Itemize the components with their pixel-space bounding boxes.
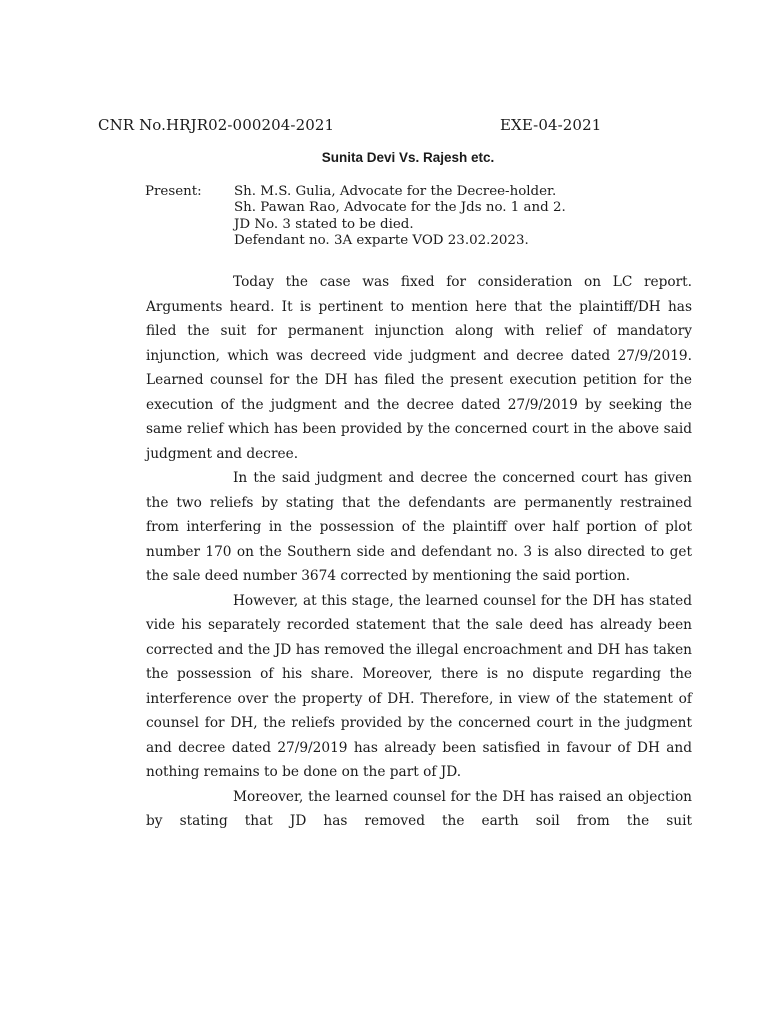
present-line: Sh. Pawan Rao, Advocate for the Jds no. 1 and 2. [234, 200, 566, 216]
present-list [234, 184, 704, 249]
cnr-number: CNR No.HRJR02-000204-2021 [98, 116, 335, 134]
present-line: Defendant no. 3A exparte VOD 23.02.2023. [234, 232, 529, 248]
paragraph: In the said judgment and decree the concerned court has given the two reliefs by stating that the defendants are permanently restrained from interfering in the possession of the plaintiff over half portion of plot number 170 on the Southern side and defendant no. 3 is also directed to get the sale deed number 3674 corrected by mentioning the said portion. [146, 470, 692, 584]
present-line: JD No. 3 stated to be died. [234, 216, 414, 232]
present-label: Present: [145, 184, 202, 199]
paragraph: However, at this stage, the learned counsel for the DH has stated vide his separately recorded statement that the sale deed has already been corrected and the JD has removed the illegal encroachment and DH has taken the possession of his share. Moreover, there is no dispute regarding the interference over the property of DH. Therefore, in view of the statement of counsel for DH, the reliefs provided by the concerned court in the judgment and decree dated 27/9/2019 has already been satisfied in favour of DH and nothing remains to be done on the part of JD. [146, 592, 692, 780]
execution-number: EXE-04-2021 [500, 116, 602, 134]
case-title: Sunita Devi Vs. Rajesh etc. [321, 150, 495, 165]
paragraph: Moreover, the learned counsel for the DH has raised an objection by stating that JD has removed the earth soil from the suit [146, 788, 692, 829]
paragraph: Today the case was fixed for consideration on LC report. Arguments heard. It is pertinent to mention here that the plaintiff/DH has filed the suit for permanent injunction along with relief of mandatory injunction, which was decreed vide judgment and decree dated 27/9/2019. Learned counsel for the DH has filed the present execution petition for the execution of the judgment and the decree dated 27/9/2019 by seeking the same relief which has been provided by the concerned court in the above said judgment and decree. [146, 274, 692, 462]
order-body [146, 270, 692, 834]
present-line: Sh. M.S. Gulia, Advocate for the Decree-holder. [234, 184, 557, 199]
